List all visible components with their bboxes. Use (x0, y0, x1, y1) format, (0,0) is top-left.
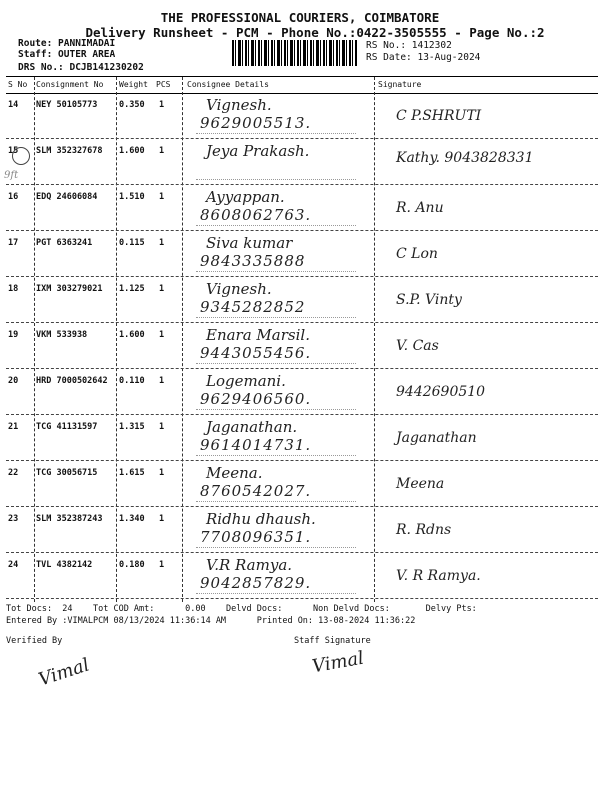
row-consignment: NEY 50105773 (36, 100, 98, 110)
recipient-signature: V. Cas (396, 338, 439, 354)
staff-label: Staff: OUTER AREA (18, 49, 116, 60)
row-weight: 0.110 (119, 376, 145, 386)
row-pcs: 1 (159, 100, 165, 110)
dotted-line (196, 225, 356, 226)
row-consignment: VKM 533938 (36, 330, 88, 340)
col-consignment: Consignment No (36, 80, 104, 89)
row-sno: 23 (8, 514, 19, 524)
row-sno: 14 (8, 100, 19, 110)
recipient-signature: C P.SHRUTI (396, 108, 482, 124)
row-weight: 1.615 (119, 468, 145, 478)
consignee-name: Vignesh. (206, 280, 272, 298)
margin-note: 9ft (4, 170, 19, 181)
col-signature: Signature (378, 80, 422, 89)
rs-number: RS No.: 1412302 (366, 40, 452, 51)
row-sno: 17 (8, 238, 19, 248)
row-consignment: SLM 352327678 (36, 146, 103, 156)
consignee-name: Ridhu dhaush. (206, 510, 316, 528)
table-row (6, 370, 598, 415)
row-weight: 1.600 (119, 146, 145, 156)
row-weight: 0.115 (119, 238, 145, 248)
consignee-name: Logemani. (206, 372, 286, 390)
consignee-name: Jaganathan. (206, 418, 298, 436)
row-sno: 21 (8, 422, 19, 432)
row-consignment: IXM 303279021 (36, 284, 103, 294)
row-sno: 20 (8, 376, 19, 386)
row-weight: 1.510 (119, 192, 145, 202)
row-sno: 22 (8, 468, 19, 478)
row-pcs: 1 (159, 192, 165, 202)
row-consignment: TVL 4382142 (36, 560, 93, 570)
consignee-name: Jeya Prakash. (206, 142, 310, 160)
rs-date: RS Date: 13-Aug-2024 (366, 52, 481, 63)
col-pcs: PCS (156, 80, 171, 89)
table-row (6, 232, 598, 277)
recipient-signature: Meena (396, 476, 445, 492)
row-weight: 0.180 (119, 560, 145, 570)
row-pcs: 1 (159, 376, 165, 386)
recipient-signature: R. Rdns (396, 522, 452, 538)
verified-by-label: Verified By (6, 636, 63, 646)
row-pcs: 1 (159, 560, 165, 570)
runsheet-title: Delivery Runsheet - PCM - Phone No.:0422-3505555 - Page No.:2 (85, 25, 545, 40)
dotted-line (196, 593, 356, 594)
dotted-line (196, 363, 356, 364)
recipient-signature: Jaganathan (396, 430, 477, 446)
consignee-name: Vignesh. (206, 96, 272, 114)
row-sno: 24 (8, 560, 19, 570)
dotted-line (196, 547, 356, 548)
route-label: Route: PANNIMADAI (18, 38, 116, 49)
row-pcs: 1 (159, 422, 165, 432)
table-row (6, 186, 598, 231)
col-weight: Weight (119, 80, 148, 89)
consignee-name: Enara Marsil. (206, 326, 310, 344)
table-row (6, 508, 598, 553)
dotted-line (196, 501, 356, 502)
dotted-line (196, 133, 356, 134)
row-weight: 1.125 (119, 284, 145, 294)
entered-by-line: Entered By :VIMALPCM 08/13/2024 11:36:14 AM Printed On: 13-08-2024 11:36:22 (6, 616, 416, 626)
recipient-signature: C Lon (396, 246, 438, 262)
table-row (6, 278, 598, 323)
row-consignment: HRD 7000502642 (36, 376, 108, 386)
consignee-name: V.R Ramya. (206, 556, 293, 574)
row-pcs: 1 (159, 146, 165, 156)
row-sno: 15 (8, 146, 19, 156)
table-row (6, 140, 598, 185)
row-pcs: 1 (159, 330, 165, 340)
consignee-name: Ayyappan. (206, 188, 285, 206)
table-row (6, 462, 598, 507)
table-row (6, 324, 598, 369)
row-pcs: 1 (159, 238, 165, 248)
row-pcs: 1 (159, 514, 165, 524)
row-pcs: 1 (159, 468, 165, 478)
dotted-line (196, 271, 356, 272)
table-row (6, 554, 598, 599)
row-sno: 19 (8, 330, 19, 340)
consignee-name: Siva kumar (206, 234, 293, 252)
row-weight: 0.350 (119, 100, 145, 110)
dotted-line (196, 409, 356, 410)
row-sno: 16 (8, 192, 19, 202)
totals-line: Tot Docs: 24 Tot COD Amt: 0.00 Delvd Docs: Non Delvd Docs: Delvy Pts: (6, 604, 477, 614)
row-weight: 1.315 (119, 422, 145, 432)
consignee-phone: 8760542027. (200, 482, 312, 500)
dotted-line (196, 317, 356, 318)
row-consignment: EDQ 24606084 (36, 192, 98, 202)
row-weight: 1.600 (119, 330, 145, 340)
col-consignee: Consignee Details (187, 80, 269, 89)
consignee-name: Meena. (206, 464, 263, 482)
table-row (6, 94, 598, 139)
row-consignment: PGT 6363241 (36, 238, 93, 248)
recipient-signature: R. Anu (396, 200, 444, 216)
drs-label: DRS No.: DCJB141230202 (18, 62, 144, 73)
row-consignment: TCG 41131597 (36, 422, 98, 432)
recipient-signature: Kathy. 9043828331 (396, 150, 534, 166)
row-weight: 1.340 (119, 514, 145, 524)
consignee-phone: 9629406560. (200, 390, 312, 408)
consignee-phone: 9629005513. (200, 114, 312, 132)
company-title: THE PROFESSIONAL COURIERS, COIMBATORE (160, 10, 440, 25)
consignee-phone: 7708096351. (200, 528, 312, 546)
recipient-signature: S.P. Vinty (396, 292, 462, 308)
consignee-phone: 8608062763. (200, 206, 312, 224)
staff-signature-label: Staff Signature (294, 636, 371, 646)
verified-signature: Vimal (36, 654, 92, 691)
consignee-phone: 9345282852 (200, 298, 306, 316)
row-pcs: 1 (159, 284, 165, 294)
staff-signature: Vimal (310, 647, 366, 678)
recipient-signature: V. R Ramya. (396, 568, 481, 584)
table-row (6, 416, 598, 461)
consignee-phone: 9843335888 (200, 252, 306, 270)
consignee-phone: 9042857829. (200, 574, 312, 592)
row-circle-mark (12, 147, 30, 165)
row-consignment: SLM 352387243 (36, 514, 103, 524)
barcode (232, 40, 357, 66)
dotted-line (196, 455, 356, 456)
recipient-signature: 9442690510 (396, 384, 486, 400)
row-sno: 18 (8, 284, 19, 294)
dotted-line (196, 179, 356, 180)
consignee-phone: 9614014731. (200, 436, 312, 454)
row-consignment: TCG 30056715 (36, 468, 98, 478)
consignee-phone: 9443055456. (200, 344, 312, 362)
col-sno: S No (8, 80, 28, 89)
table-header (6, 76, 598, 94)
